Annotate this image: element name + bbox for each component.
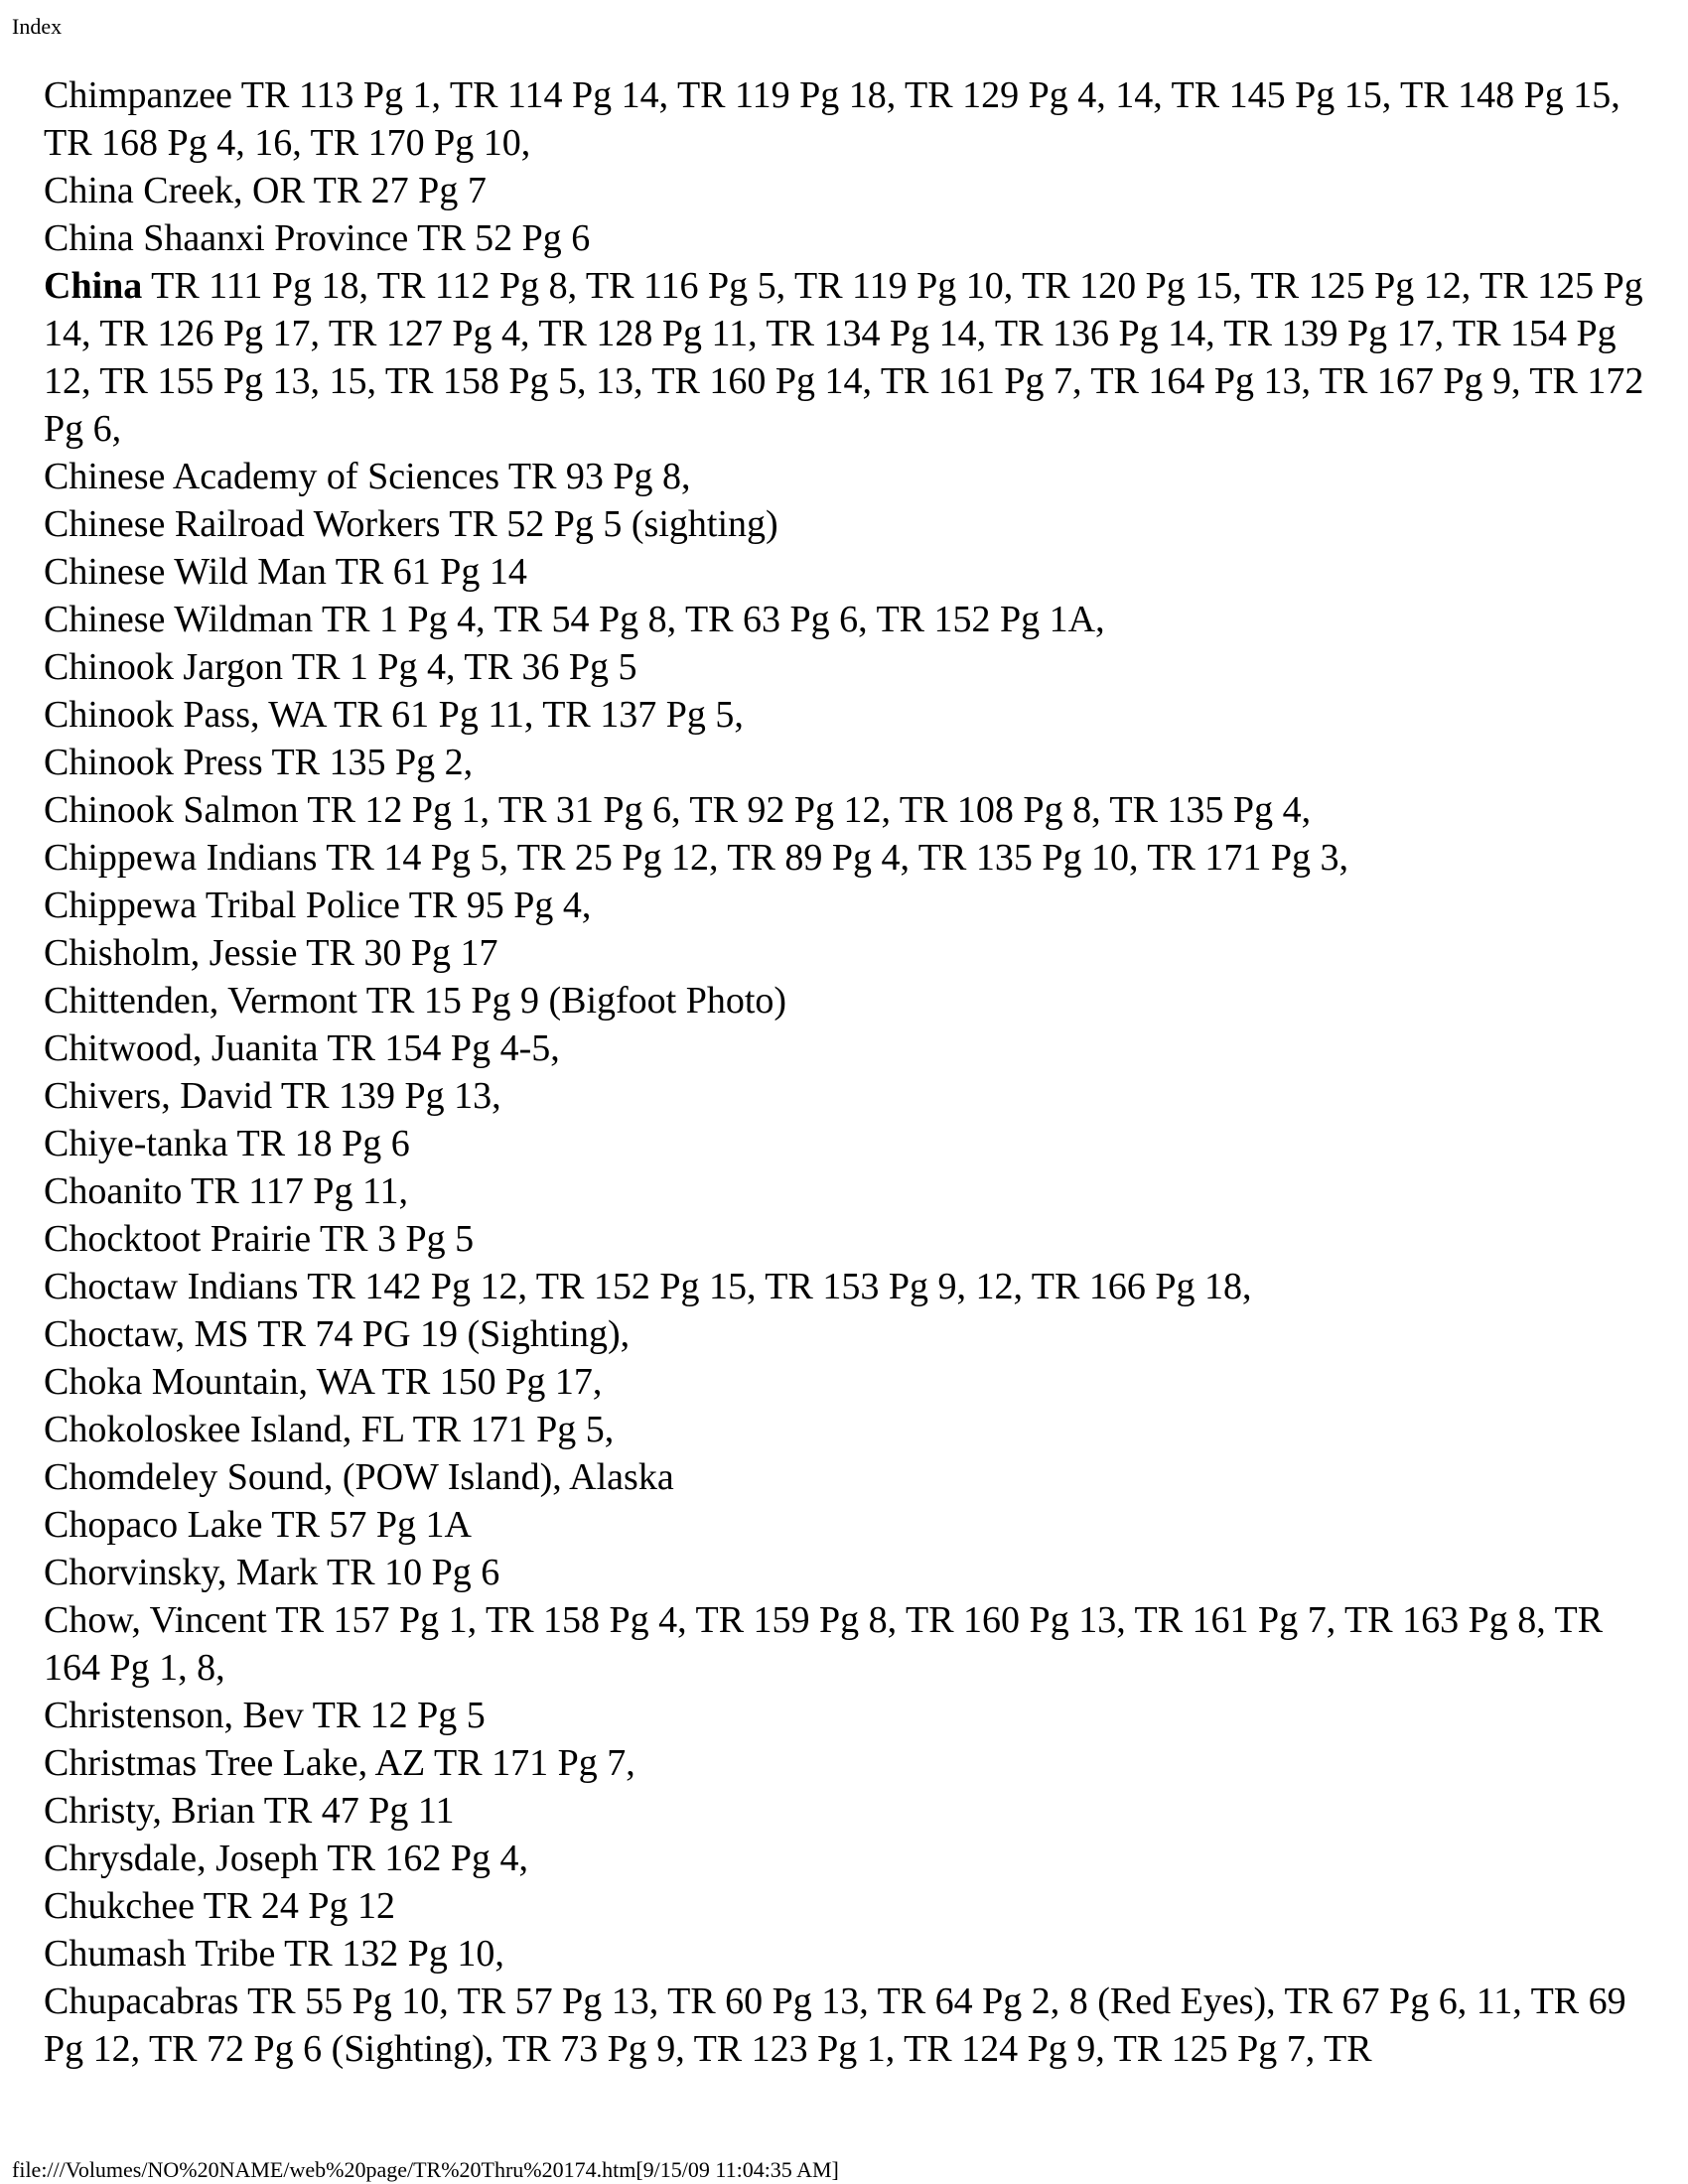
entry-term-bold: China bbox=[44, 265, 143, 307]
index-entry bbox=[44, 1024, 1647, 1072]
index-entry bbox=[44, 977, 1647, 1024]
index-entry bbox=[44, 1167, 1647, 1215]
entry-term: Choctaw, MS bbox=[44, 1313, 249, 1355]
entry-term: Chinook Jargon bbox=[44, 646, 284, 688]
index-entry bbox=[44, 643, 1647, 691]
entry-term: China Shaanxi Province bbox=[44, 217, 409, 259]
index-entry bbox=[44, 1358, 1647, 1406]
entry-term: Chocktoot Prairie bbox=[44, 1218, 312, 1260]
entry-refs: TR 10 Pg 6 bbox=[327, 1552, 500, 1593]
entry-refs: TR 142 Pg 12, TR 152 Pg 15, TR 153 Pg 9, 12, TR 166 Pg 18, bbox=[307, 1266, 1252, 1307]
entry-refs: TR 74 PG 19 (Sighting), bbox=[257, 1313, 631, 1355]
index-entry bbox=[44, 786, 1647, 834]
entry-refs: TR 52 Pg 5 (sighting) bbox=[449, 503, 778, 545]
entry-term: Chiye-tanka bbox=[44, 1123, 228, 1164]
index-entry bbox=[44, 1882, 1647, 1930]
entry-term: Chittenden, Vermont bbox=[44, 980, 357, 1022]
index-entry bbox=[44, 1835, 1647, 1882]
entry-term: Chukchee bbox=[44, 1885, 195, 1927]
index-entry bbox=[44, 1406, 1647, 1453]
entry-term: Choanito bbox=[44, 1170, 183, 1212]
index-entry bbox=[44, 453, 1647, 500]
entry-refs: TR 117 Pg 11, bbox=[191, 1170, 409, 1212]
entry-refs: TR 135 Pg 2, bbox=[271, 742, 474, 783]
index-entry bbox=[44, 167, 1647, 214]
entry-refs: TR 18 Pg 6 bbox=[236, 1123, 410, 1164]
entry-term: Christy, Brian bbox=[44, 1790, 255, 1832]
entry-term: Choka Mountain, WA bbox=[44, 1361, 373, 1403]
index-entry bbox=[44, 548, 1647, 596]
entry-term: Chokoloskee Island, FL bbox=[44, 1409, 404, 1450]
entry-refs: TR 52 Pg 6 bbox=[417, 217, 591, 259]
entry-refs: TR 57 Pg 1A bbox=[271, 1504, 472, 1546]
index-entry bbox=[44, 1692, 1647, 1739]
entry-refs: TR 24 Pg 12 bbox=[203, 1885, 395, 1927]
entry-term: Chinese Academy of Sciences bbox=[44, 456, 500, 497]
entry-term: Chitwood, Juanita bbox=[44, 1027, 319, 1069]
entry-term: Chrysdale, Joseph bbox=[44, 1838, 319, 1879]
entry-term: Christmas Tree Lake, AZ bbox=[44, 1742, 426, 1784]
index-entry bbox=[44, 596, 1647, 643]
entry-term: Chinese Wildman bbox=[44, 599, 314, 640]
entry-refs: TR 61 Pg 11, TR 137 Pg 5, bbox=[334, 694, 744, 736]
entry-term: Chow, Vincent bbox=[44, 1599, 267, 1641]
entry-term: Chivers, David bbox=[44, 1075, 273, 1117]
index-entry bbox=[44, 1263, 1647, 1310]
entry-refs: TR 150 Pg 17, bbox=[381, 1361, 603, 1403]
footer-file-url: file:///Volumes/NO%20NAME/web%20page/TR%20Thru%20174.htm[9/15/09 11:04:35 AM] bbox=[12, 2157, 839, 2182]
entry-refs: TR 171 Pg 5, bbox=[412, 1409, 615, 1450]
index-entry bbox=[44, 1978, 1647, 2073]
entry-term: Chopaco Lake bbox=[44, 1504, 263, 1546]
entry-refs: TR 93 Pg 8, bbox=[507, 456, 691, 497]
entry-term: Chimpanzee bbox=[44, 74, 232, 116]
entry-refs: TR 113 Pg 1, TR 114 Pg 14, TR 119 Pg 18, TR 129 Pg 4, 14, TR 145 Pg 15, TR 148 Pg 15, TR 168 Pg 4, 16, TR 170 Pg 10, bbox=[44, 74, 1620, 164]
entry-refs: TR 162 Pg 4, bbox=[327, 1838, 529, 1879]
entry-refs: TR 47 Pg 11 bbox=[263, 1790, 455, 1832]
index-entry bbox=[44, 1310, 1647, 1358]
entry-refs: TR 132 Pg 10, bbox=[284, 1933, 504, 1975]
entry-refs: TR 154 Pg 4-5, bbox=[327, 1027, 560, 1069]
index-entry-list bbox=[44, 71, 1647, 2073]
entry-term: Chinook Pass, WA bbox=[44, 694, 326, 736]
entry-term: Chomdeley Sound, (POW Island), Alaska bbox=[44, 1456, 674, 1498]
entry-refs: TR 95 Pg 4, bbox=[408, 885, 592, 926]
index-entry bbox=[44, 1072, 1647, 1120]
index-entry bbox=[44, 929, 1647, 977]
entry-refs: TR 61 Pg 14 bbox=[335, 551, 527, 593]
entry-term: Chinese Railroad Workers bbox=[44, 503, 441, 545]
index-entry bbox=[44, 1930, 1647, 1978]
index-entry bbox=[44, 691, 1647, 739]
index-entry bbox=[44, 1787, 1647, 1835]
entry-term: China Creek, OR bbox=[44, 170, 305, 211]
entry-refs: TR 3 Pg 5 bbox=[319, 1218, 475, 1260]
entry-refs: TR 12 Pg 5 bbox=[312, 1695, 486, 1736]
entry-refs: TR 1 Pg 4, TR 54 Pg 8, TR 63 Pg 6, TR 152 Pg 1A, bbox=[321, 599, 1105, 640]
entry-term: Chupacabras bbox=[44, 1980, 239, 2022]
index-entry bbox=[44, 1596, 1647, 1692]
entry-refs: TR 171 Pg 7, bbox=[434, 1742, 635, 1784]
entry-term: Chinook Press bbox=[44, 742, 263, 783]
entry-refs: TR 55 Pg 10, TR 57 Pg 13, TR 60 Pg 13, TR 64 Pg 2, 8 (Red Eyes), TR 67 Pg 6, 11, TR 69 Pg 12, TR 72 Pg 6 (Sighting), TR 73 Pg 9, TR 123 Pg 1, TR 124 Pg 9, TR 125 Pg 7, TR bbox=[44, 1980, 1626, 2070]
entry-term: Choctaw Indians bbox=[44, 1266, 299, 1307]
index-entry bbox=[44, 882, 1647, 929]
entry-term: Chisholm, Jessie bbox=[44, 932, 298, 974]
entry-refs: TR 157 Pg 1, TR 158 Pg 4, TR 159 Pg 8, TR 160 Pg 13, TR 161 Pg 7, TR 163 Pg 8, TR 164 Pg 1, 8, bbox=[44, 1599, 1604, 1689]
entry-refs: TR 1 Pg 4, TR 36 Pg 5 bbox=[291, 646, 637, 688]
index-entry bbox=[44, 1501, 1647, 1549]
index-entry bbox=[44, 1549, 1647, 1596]
index-entry bbox=[44, 500, 1647, 548]
entry-term: Chinook Salmon bbox=[44, 789, 299, 831]
entry-term: Chorvinsky, Mark bbox=[44, 1552, 319, 1593]
entry-refs: TR 27 Pg 7 bbox=[313, 170, 487, 211]
entry-term: Chumash Tribe bbox=[44, 1933, 276, 1975]
index-entry bbox=[44, 71, 1647, 167]
index-entry bbox=[44, 1739, 1647, 1787]
entry-refs: TR 12 Pg 1, TR 31 Pg 6, TR 92 Pg 12, TR 108 Pg 8, TR 135 Pg 4, bbox=[307, 789, 1312, 831]
index-entry bbox=[44, 214, 1647, 262]
entry-refs: TR 139 Pg 13, bbox=[280, 1075, 501, 1117]
entry-term: Chippewa Tribal Police bbox=[44, 885, 400, 926]
index-entry bbox=[44, 739, 1647, 786]
entry-refs: TR 30 Pg 17 bbox=[306, 932, 498, 974]
entry-term: Chinese Wild Man bbox=[44, 551, 327, 593]
index-entry bbox=[44, 1453, 1647, 1501]
entry-refs: TR 15 Pg 9 (Bigfoot Photo) bbox=[365, 980, 787, 1022]
page-header-title: Index bbox=[12, 14, 63, 39]
entry-refs: TR 14 Pg 5, TR 25 Pg 12, TR 89 Pg 4, TR 135 Pg 10, TR 171 Pg 3, bbox=[326, 837, 1348, 879]
index-entry bbox=[44, 262, 1647, 453]
index-entry bbox=[44, 1120, 1647, 1167]
entry-refs: TR 111 Pg 18, TR 112 Pg 8, TR 116 Pg 5, TR 119 Pg 10, TR 120 Pg 15, TR 125 Pg 12, TR 125 Pg 14, TR 126 Pg 17, TR 127 Pg 4, TR 128 Pg 11, TR 134 Pg 14, TR 136 Pg 14, TR 139 Pg 17, TR 154 Pg 12, TR 155 Pg 13, 15, TR 158 Pg 5, 13, TR 160 Pg 14, TR 161 Pg 7, TR 164 Pg 13, TR 167 Pg 9, TR 172 Pg 6, bbox=[44, 265, 1644, 450]
index-entry bbox=[44, 1215, 1647, 1263]
entry-term: Christenson, Bev bbox=[44, 1695, 304, 1736]
entry-term: Chippewa Indians bbox=[44, 837, 318, 879]
index-entry bbox=[44, 834, 1647, 882]
